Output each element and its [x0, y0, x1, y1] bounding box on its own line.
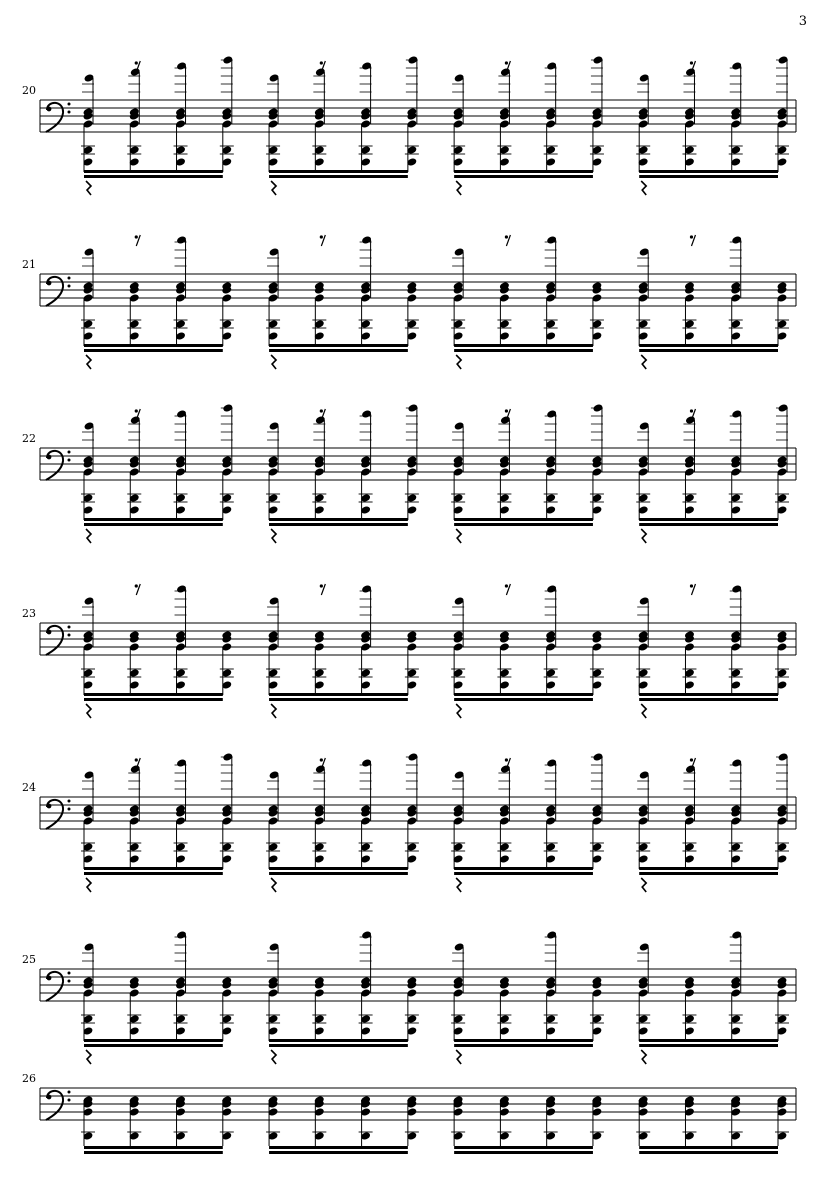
chord	[127, 1095, 141, 1146]
quarter-rest	[271, 529, 276, 543]
chord	[497, 584, 511, 695]
chord	[405, 55, 419, 172]
chord	[174, 1095, 188, 1146]
sixteenth-rest	[320, 584, 323, 587]
chord	[775, 976, 789, 1041]
bass-clef-dot	[68, 634, 71, 637]
system-25	[22, 930, 796, 1064]
chord	[127, 235, 141, 346]
quarter-rest	[456, 355, 461, 369]
chord	[544, 1095, 558, 1146]
beam	[639, 349, 778, 352]
chord	[775, 281, 789, 346]
quarter-rest	[641, 878, 646, 892]
beam	[84, 693, 223, 696]
beam	[84, 175, 223, 178]
chord	[682, 235, 696, 346]
bass-clef-dot	[47, 976, 52, 981]
quarter-rest	[271, 704, 276, 718]
chord	[81, 1095, 95, 1146]
chord	[127, 758, 141, 869]
chord	[220, 403, 234, 520]
chord	[405, 976, 419, 1041]
chord	[174, 61, 188, 172]
system-21	[22, 235, 796, 369]
beam	[269, 1044, 408, 1047]
beam	[84, 518, 223, 521]
quarter-rest	[456, 181, 461, 195]
chord	[544, 584, 558, 695]
beam	[84, 1039, 223, 1042]
bass-clef-dot	[68, 111, 71, 114]
beam	[84, 349, 223, 352]
bass-clef-dot	[47, 107, 52, 112]
chord	[775, 752, 789, 869]
chord	[405, 403, 419, 520]
system-26	[22, 1072, 796, 1154]
chord	[359, 584, 373, 695]
bass-clef-dot	[68, 277, 71, 280]
beam	[454, 518, 593, 521]
chord	[682, 1095, 696, 1146]
chord	[497, 61, 511, 172]
quarter-rest	[86, 355, 91, 369]
sixteenth-rest	[320, 235, 323, 238]
measure-number: 20	[22, 84, 36, 97]
chord	[729, 1095, 743, 1146]
chord	[127, 584, 141, 695]
chord	[127, 976, 141, 1041]
bass-clef-dot	[68, 1099, 71, 1102]
quarter-rest	[456, 704, 461, 718]
chord	[312, 758, 326, 869]
beam	[454, 1146, 593, 1149]
chord	[312, 1095, 326, 1146]
chord	[220, 976, 234, 1041]
beam	[639, 170, 778, 173]
system-20	[22, 55, 796, 195]
chord	[359, 1095, 373, 1146]
chord	[359, 235, 373, 346]
chord	[590, 281, 604, 346]
chord	[729, 61, 743, 172]
bass-clef-dot	[68, 808, 71, 811]
sixteenth-rest	[135, 584, 138, 587]
chord	[174, 235, 188, 346]
sixteenth-rest	[320, 61, 323, 64]
beam	[269, 1039, 408, 1042]
beam	[84, 523, 223, 526]
quarter-rest	[86, 1050, 91, 1064]
beam	[639, 693, 778, 696]
chord	[359, 758, 373, 869]
beam	[269, 349, 408, 352]
chord	[729, 758, 743, 869]
chord	[544, 61, 558, 172]
quarter-rest	[271, 355, 276, 369]
quarter-rest	[271, 878, 276, 892]
beam	[639, 1039, 778, 1042]
chord	[729, 584, 743, 695]
measure-number: 22	[22, 432, 36, 445]
chord	[312, 61, 326, 172]
chord	[775, 403, 789, 520]
page-number: 3	[798, 14, 807, 29]
chord	[497, 976, 511, 1041]
quarter-rest	[456, 529, 461, 543]
beam	[454, 872, 593, 875]
beam	[269, 693, 408, 696]
chord	[590, 1095, 604, 1146]
bass-clef-dot	[68, 800, 71, 803]
chord	[682, 61, 696, 172]
chord	[590, 55, 604, 172]
bass-clef-dot	[47, 455, 52, 460]
bass-clef-dot	[68, 459, 71, 462]
chord	[544, 409, 558, 520]
beam	[639, 523, 778, 526]
measure-number: 24	[22, 781, 36, 794]
chord	[497, 235, 511, 346]
quarter-rest	[456, 878, 461, 892]
sixteenth-rest	[135, 758, 138, 761]
bass-clef-dot	[68, 285, 71, 288]
beam	[454, 1151, 593, 1154]
chord	[590, 752, 604, 869]
beam	[269, 175, 408, 178]
chord	[220, 1095, 234, 1146]
chord	[312, 235, 326, 346]
chord	[544, 930, 558, 1041]
chord	[544, 235, 558, 346]
beam	[639, 698, 778, 701]
chord	[544, 758, 558, 869]
sixteenth-rest	[690, 758, 693, 761]
beam	[454, 1044, 593, 1047]
bass-clef-dot	[47, 804, 52, 809]
chord	[405, 752, 419, 869]
chord	[682, 409, 696, 520]
beam	[269, 698, 408, 701]
quarter-rest	[641, 529, 646, 543]
chord	[405, 630, 419, 695]
beam	[639, 175, 778, 178]
chord	[590, 630, 604, 695]
bass-clef-dot	[68, 451, 71, 454]
beam	[639, 518, 778, 521]
quarter-rest	[86, 181, 91, 195]
beam	[639, 344, 778, 347]
chord	[220, 281, 234, 346]
quarter-rest	[641, 704, 646, 718]
quarter-rest	[641, 355, 646, 369]
bass-clef-dot	[68, 1091, 71, 1094]
sixteenth-rest	[505, 409, 508, 412]
bass-clef-dot	[68, 626, 71, 629]
chord	[312, 976, 326, 1041]
beam	[454, 698, 593, 701]
chord	[359, 409, 373, 520]
bass-clef-dot	[68, 972, 71, 975]
chord	[590, 403, 604, 520]
beam	[84, 867, 223, 870]
sixteenth-rest	[505, 584, 508, 587]
sixteenth-rest	[505, 61, 508, 64]
chord	[682, 976, 696, 1041]
beam	[84, 1044, 223, 1047]
chord	[174, 409, 188, 520]
measure-number: 25	[22, 953, 36, 966]
beam	[639, 1146, 778, 1149]
beam	[84, 1151, 223, 1154]
bass-clef-dot	[47, 1095, 52, 1100]
beam	[454, 523, 593, 526]
quarter-rest	[86, 878, 91, 892]
sixteenth-rest	[690, 61, 693, 64]
sixteenth-rest	[690, 409, 693, 412]
beam	[269, 867, 408, 870]
chord	[127, 409, 141, 520]
beam	[454, 1039, 593, 1042]
chord	[729, 235, 743, 346]
quarter-rest	[641, 1050, 646, 1064]
quarter-rest	[271, 1050, 276, 1064]
bass-clef-dot	[68, 980, 71, 983]
beam	[269, 872, 408, 875]
sixteenth-rest	[135, 235, 138, 238]
beam	[269, 523, 408, 526]
beam	[454, 344, 593, 347]
beam	[639, 872, 778, 875]
quarter-rest	[271, 181, 276, 195]
beam	[454, 693, 593, 696]
beam	[639, 1151, 778, 1154]
chord	[174, 584, 188, 695]
beam	[269, 518, 408, 521]
beam	[454, 170, 593, 173]
chord	[405, 1095, 419, 1146]
chord	[312, 584, 326, 695]
quarter-rest	[456, 1050, 461, 1064]
chord	[497, 409, 511, 520]
beam	[269, 170, 408, 173]
chord	[497, 1095, 511, 1146]
chord	[682, 758, 696, 869]
chord	[497, 758, 511, 869]
sixteenth-rest	[690, 584, 693, 587]
chord	[775, 1095, 789, 1146]
beam	[84, 872, 223, 875]
system-22	[22, 403, 796, 543]
bass-clef-dot	[47, 630, 52, 635]
beam	[454, 349, 593, 352]
beam	[269, 1146, 408, 1149]
sixteenth-rest	[135, 61, 138, 64]
sixteenth-rest	[320, 758, 323, 761]
beam	[454, 867, 593, 870]
bass-clef-dot	[68, 103, 71, 106]
beam	[269, 1151, 408, 1154]
measure-number: 21	[22, 258, 36, 271]
chord	[359, 61, 373, 172]
chord	[405, 281, 419, 346]
beam	[454, 175, 593, 178]
chord	[729, 930, 743, 1041]
system-23	[22, 584, 796, 718]
chord	[220, 752, 234, 869]
beam	[639, 1044, 778, 1047]
beam	[269, 344, 408, 347]
chord	[359, 930, 373, 1041]
sixteenth-rest	[690, 235, 693, 238]
chord	[451, 1095, 465, 1146]
chord	[220, 630, 234, 695]
beam	[84, 1146, 223, 1149]
chord	[682, 584, 696, 695]
beam	[84, 170, 223, 173]
chord	[220, 55, 234, 172]
measure-number: 23	[22, 607, 36, 620]
chord	[266, 1095, 280, 1146]
chord	[174, 930, 188, 1041]
beam	[639, 867, 778, 870]
beam	[84, 698, 223, 701]
chord	[775, 55, 789, 172]
chord	[636, 1095, 650, 1146]
sixteenth-rest	[505, 235, 508, 238]
measure-number: 26	[22, 1072, 36, 1085]
beam	[84, 344, 223, 347]
system-24	[22, 752, 796, 892]
quarter-rest	[86, 529, 91, 543]
chord	[312, 409, 326, 520]
chord	[127, 61, 141, 172]
sixteenth-rest	[135, 409, 138, 412]
bass-clef-dot	[47, 281, 52, 286]
chord	[590, 976, 604, 1041]
chord	[775, 630, 789, 695]
chord	[729, 409, 743, 520]
sixteenth-rest	[320, 409, 323, 412]
quarter-rest	[86, 704, 91, 718]
sixteenth-rest	[505, 758, 508, 761]
quarter-rest	[641, 181, 646, 195]
chord	[174, 758, 188, 869]
